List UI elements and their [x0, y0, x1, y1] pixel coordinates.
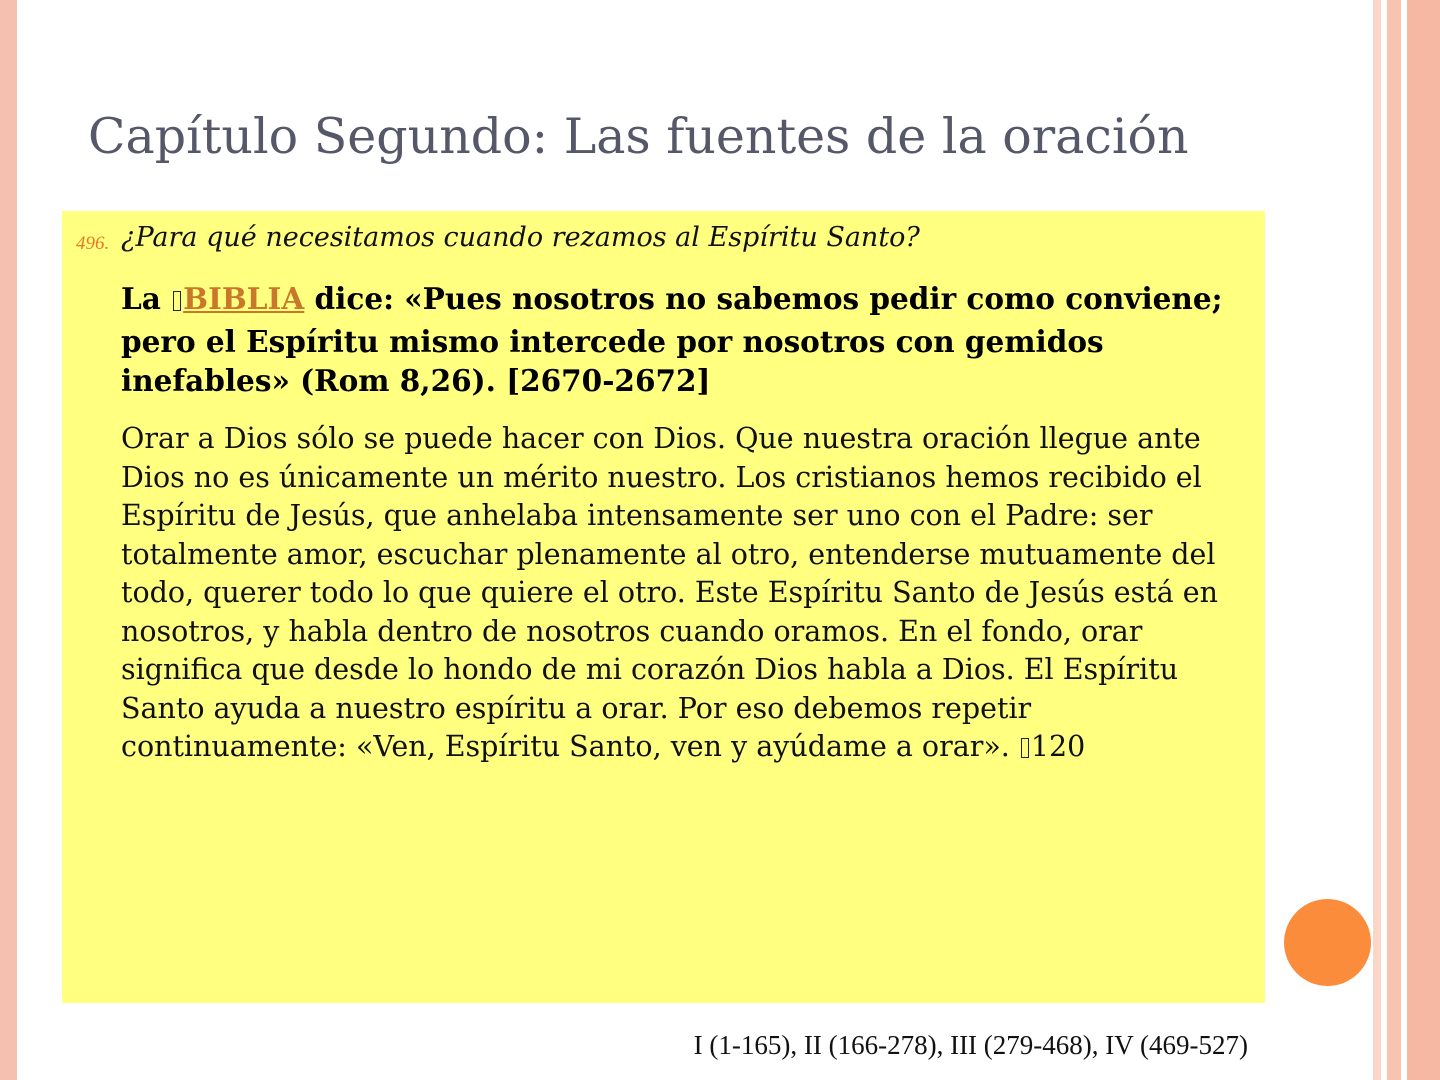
section-index-footer: I (1-165), II (166-278), III (279-468), IV (469-527) — [693, 1030, 1248, 1060]
missing-glyph-icon — [1021, 738, 1029, 758]
body-line: todo, querer todo lo que quiere el otro. Este Espíritu Santo de Jesús está en — [121, 576, 1218, 609]
quote-prefix: La — [121, 281, 172, 316]
body-line: Orar a Dios sólo se puede hacer con Dios. Que nuestra oración llegue ante — [121, 422, 1201, 455]
right-border-stripe — [1407, 0, 1440, 1080]
body-last-line-text: continuamente: «Ven, Espíritu Santo, ven y ayúdame a orar». — [121, 730, 1019, 763]
body-line: nosotros, y habla dentro de nosotros cuando oramos. En el fondo, orar — [121, 614, 1143, 648]
explanation-text — [121, 420, 1251, 767]
slide-title: Capítulo Segundo: Las fuentes de la oración — [88, 108, 1189, 165]
body-line: Santo ayuda a nuestro espíritu a orar. Por eso debemos repetir — [121, 691, 1032, 725]
quote-line2: pero el Espíritu mismo intercede por nosotros con gemidos — [121, 324, 1104, 359]
body-line: significa que desde lo hondo de mi corazón Dios habla a Dios. El Espíritu — [121, 653, 1179, 686]
right-border-stripe — [1373, 0, 1381, 1080]
body-last-line — [121, 728, 1251, 767]
missing-glyph-icon — [173, 291, 181, 311]
right-border-stripe — [1387, 0, 1401, 1080]
left-border-stripe — [0, 0, 17, 1080]
bible-link[interactable]: BIBLIA — [183, 281, 305, 316]
quote-line3: inefables» (Rom 8,26). [2670-2672] — [121, 363, 711, 398]
bible-quote — [121, 277, 1241, 402]
body-line: Espíritu de Jesús, que anhelaba intensamente ser uno con el Padre: ser — [121, 499, 1153, 532]
question-text: ¿Para qué necesitamos cuando rezamos al Espíritu Santo? — [121, 222, 920, 253]
accent-circle-decoration — [1284, 899, 1371, 986]
quote-line1: dice: «Pues nosotros no sabemos pedir como conviene; — [304, 281, 1223, 316]
cross-reference: 120 — [1030, 730, 1086, 763]
body-line: totalmente amor, escuchar plenamente al otro, entenderse mutuamente del — [121, 537, 1216, 571]
body-line: Dios no es únicamente un mérito nuestro. Los cristianos hemos recibido el — [121, 460, 1202, 494]
question-number: 496. — [76, 233, 110, 254]
